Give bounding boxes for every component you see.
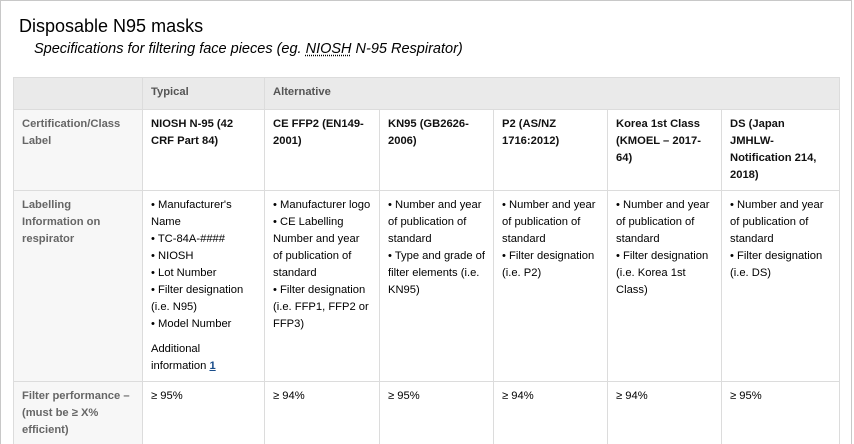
additional-information [151, 341, 256, 375]
alternative-group-header: Alternative [265, 78, 840, 110]
filter-performance-row [14, 382, 840, 444]
labelling-item: • Manufacturer's Name [151, 199, 232, 228]
labelling-item: • Filter designation (i.e. P2) [502, 250, 595, 279]
certification-row-label: Certification/Class Label [14, 110, 143, 191]
standard-kn95: KN95 (GB2626-2006) [380, 110, 494, 191]
performance-ce-ffp2: ≥ 94% [265, 382, 380, 444]
page-title: Disposable N95 masks [19, 16, 204, 36]
page-subtitle [34, 41, 463, 57]
labelling-item: • Filter designation (i.e. N95) [151, 284, 244, 313]
certification-row [14, 110, 840, 191]
labelling-item: • NIOSH [151, 250, 194, 262]
reference-link-1[interactable]: 1 [209, 360, 216, 372]
performance-kn95: ≥ 95% [380, 382, 494, 444]
labelling-item: • Number and year of publication of standard [502, 199, 596, 245]
standard-niosh: NIOSH N-95 (42 CRF Part 84) [143, 110, 265, 191]
labelling-item: • Type and grade of filter elements (i.e. KN95) [388, 250, 486, 296]
labelling-cell-korea [608, 191, 722, 382]
additional-information-label: Additional information [151, 343, 207, 372]
performance-p2: ≥ 94% [494, 382, 608, 444]
labelling-item: • Lot Number [151, 267, 217, 279]
corner-header-cell [14, 78, 143, 110]
labelling-row [14, 191, 840, 382]
labelling-cell-niosh [143, 191, 265, 382]
standard-p2: P2 (AS/NZ 1716:2012) [494, 110, 608, 191]
labelling-cell-kn95 [380, 191, 494, 382]
labelling-row-label: Labelling Information on respirator [14, 191, 143, 382]
labelling-cell-ce-ffp2 [265, 191, 380, 382]
specifications-table [13, 77, 840, 444]
labelling-item: • Manufacturer logo [273, 199, 371, 211]
standard-korea-1st-class: Korea 1st Class (KMOEL – 2017-64) [608, 110, 722, 191]
typical-group-header: Typical [143, 78, 265, 110]
labelling-cell-ds-japan [722, 191, 840, 382]
standard-ds-japan: DS (Japan JMHLW-Notification 214, 2018) [722, 110, 840, 191]
labelling-item: • Number and year of publication of standard [616, 199, 710, 245]
labelling-item: • Number and year of publication of standard [388, 199, 482, 245]
niosh-abbreviation[interactable]: NIOSH [305, 41, 352, 57]
labelling-item: • Filter designation (i.e. Korea 1st Class) [616, 250, 709, 296]
standard-ce-ffp2: CE FFP2 (EN149-2001) [265, 110, 380, 191]
labelling-cell-p2 [494, 191, 608, 382]
labelling-item: • Filter designation (i.e. DS) [730, 250, 823, 279]
labelling-item: • CE Labelling Number and year of publication of standard [273, 216, 360, 279]
subtitle-prefix: Specifications for filtering face pieces (eg. [34, 41, 306, 57]
performance-ds-japan: ≥ 95% [722, 382, 840, 444]
group-header-row [14, 78, 840, 110]
performance-row-label: Filter performance – (must be ≥ X% efficient) [14, 382, 143, 444]
performance-niosh: ≥ 95% [143, 382, 265, 444]
labelling-item: • Filter designation (i.e. FFP1, FFP2 or FFP3) [273, 284, 369, 330]
performance-korea: ≥ 94% [608, 382, 722, 444]
labelling-item: • Number and year of publication of standard [730, 199, 824, 245]
labelling-item: • TC-84A-#### [151, 233, 225, 245]
labelling-item: • Model Number [151, 318, 232, 330]
subtitle-suffix: N-95 Respirator) [351, 41, 463, 57]
